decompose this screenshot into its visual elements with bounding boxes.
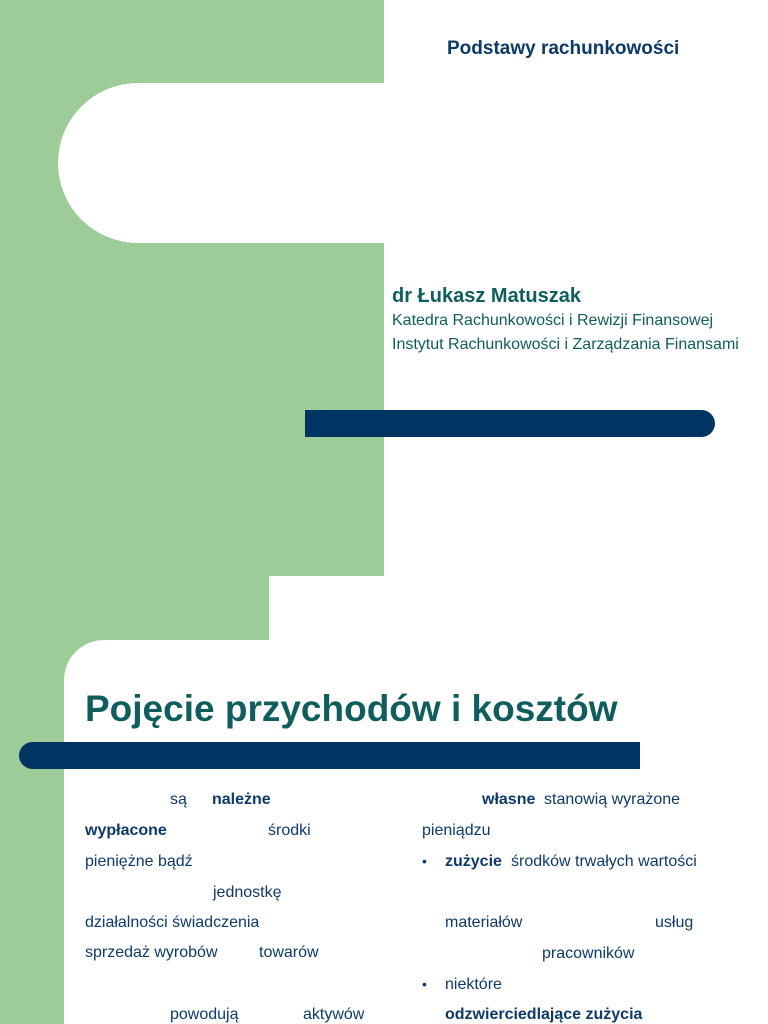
right-text-fragment: pieniądzu xyxy=(422,822,491,839)
bullet-marker: • xyxy=(422,853,427,869)
right-text-fragment: materiałów xyxy=(445,914,523,931)
right-text-fragment: usług xyxy=(655,914,694,931)
left-text-fragment: sprzedaż wyrobów xyxy=(85,944,218,961)
right-text-fragment-bold: własne xyxy=(482,791,536,808)
left-text-fragment: aktywów xyxy=(303,1006,365,1023)
right-text-fragment-bold: zużycie xyxy=(445,853,502,870)
author-name: dr Łukasz Matuszak xyxy=(392,285,581,307)
institute-name: Instytut Rachunkowości i Zarządzania Finansami xyxy=(392,336,739,353)
left-text-fragment: działalności świadczenia xyxy=(85,914,260,931)
department-name: Katedra Rachunkowości i Rewizji Finansowej xyxy=(392,312,714,329)
left-text-fragment: środki xyxy=(268,822,311,839)
bullet-marker: • xyxy=(422,976,427,992)
right-text-fragment-bold: odzwierciedlające zużycia xyxy=(445,1006,643,1023)
left-text-fragment-bold: wypłacone xyxy=(85,822,167,839)
slide1-rounded-notch xyxy=(58,83,398,243)
course-title: Podstawy rachunkowości xyxy=(447,38,680,59)
right-text-fragment: stanowią wyrażone xyxy=(544,791,681,808)
left-text-fragment: pieniężne bądź xyxy=(85,853,193,870)
left-text-fragment: towarów xyxy=(259,944,319,961)
left-text-fragment-bold: należne xyxy=(212,791,271,808)
right-text-fragment: pracowników xyxy=(542,945,635,962)
left-text-fragment: są xyxy=(170,791,187,808)
right-text-fragment: niektóre xyxy=(445,976,502,993)
left-text-fragment: powodują xyxy=(170,1006,239,1023)
slide1-accent-bar xyxy=(305,410,715,437)
slide2-accent-bar xyxy=(19,742,640,769)
left-text-fragment: jednostkę xyxy=(213,884,282,901)
right-text-fragment: środków trwałych wartości xyxy=(511,853,697,870)
slide2-title: Pojęcie przychodów i kosztów xyxy=(85,688,618,729)
